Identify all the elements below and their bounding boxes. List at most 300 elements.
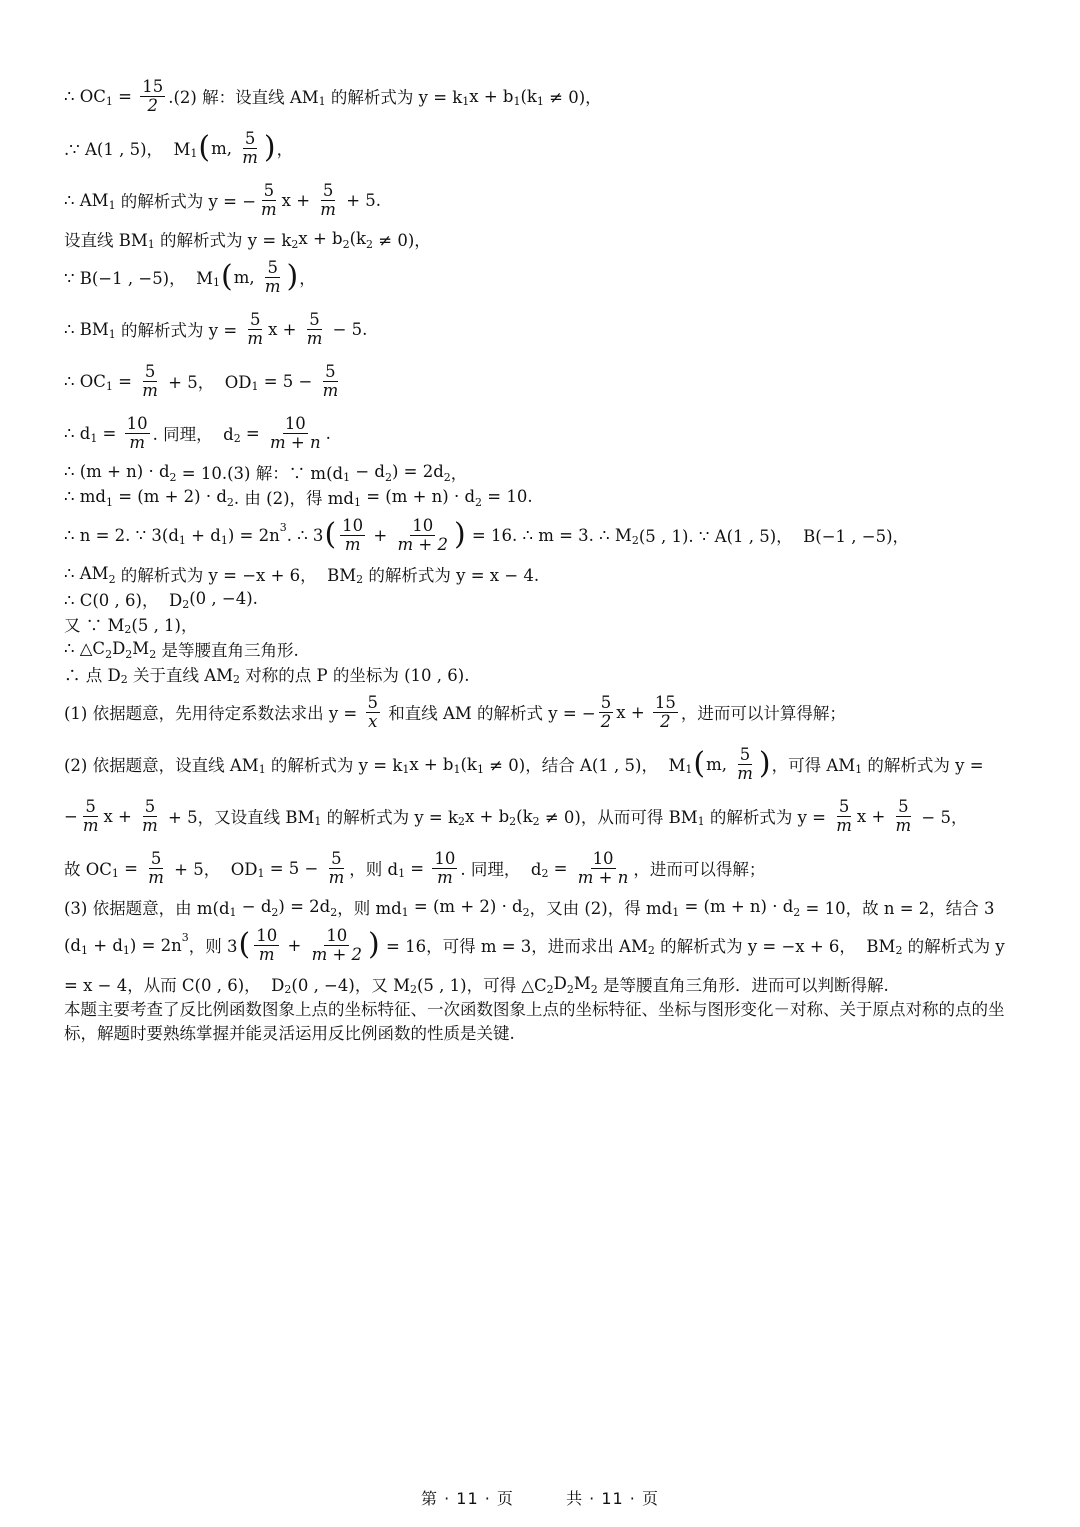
fraction-denominator: m xyxy=(242,147,258,167)
text-run: ∵ B(−1 , −5)， M xyxy=(64,269,214,288)
subscript: 2 xyxy=(120,673,128,686)
text-run: ) = 2d xyxy=(278,897,331,916)
text-run: x + xyxy=(268,319,302,339)
fraction-numerator: 5 xyxy=(322,181,334,201)
text-run: (5 , 1)，可得 △C xyxy=(416,975,547,995)
subscript: 2 xyxy=(475,496,483,509)
fraction-numerator: 5 xyxy=(244,129,256,149)
subscript: 2 xyxy=(522,906,530,919)
superscript: 3 xyxy=(279,521,287,534)
fraction-numerator: 5 xyxy=(144,797,156,817)
subscript: 2 xyxy=(149,648,157,661)
text-run: 关于直线 AM xyxy=(127,665,234,685)
subscript: 1 xyxy=(353,496,361,509)
text-run: = xyxy=(97,423,122,443)
subscript: 1 xyxy=(401,906,409,919)
fraction-numerator: 5 xyxy=(838,797,850,817)
text-line xyxy=(64,174,1024,226)
fraction xyxy=(735,746,755,782)
fraction xyxy=(327,850,347,886)
text-run: . 同理， d xyxy=(152,425,234,444)
text-run: = (m + n) · d xyxy=(679,897,794,916)
subscript: 1 xyxy=(697,815,705,828)
fraction xyxy=(245,311,265,347)
fraction-numerator: 10 xyxy=(126,414,148,434)
subscript: 2 xyxy=(647,944,655,957)
subscript: 2 xyxy=(330,906,338,919)
text-run: . ∴ 3 xyxy=(286,525,324,545)
big-paren: ) xyxy=(286,259,299,294)
fraction-numerator: 10 xyxy=(592,849,614,869)
text-line xyxy=(64,407,1024,459)
text-run: − 5， xyxy=(916,808,968,827)
text-run: ≠ 0)， xyxy=(373,230,431,250)
subscript: 1 xyxy=(105,95,113,108)
text-run: x + b xyxy=(469,86,514,106)
text-line xyxy=(64,484,1024,509)
subscript: 2 xyxy=(271,906,279,919)
text-run: x + xyxy=(856,806,891,826)
text-run: = 5 − xyxy=(258,371,318,391)
text-run: = 10.(3) 解：∵ m(d xyxy=(176,463,344,483)
text-run: M xyxy=(132,639,150,658)
subscript: 2 xyxy=(509,815,517,828)
text-run: = 16. ∴ m = 3. ∴ M xyxy=(466,525,632,545)
text-run: x + xyxy=(281,190,316,210)
subscript: 1 xyxy=(111,867,119,880)
subscript: 2 xyxy=(356,573,364,586)
text-run: = (m + 2) · d xyxy=(112,487,227,506)
subscript: 1 xyxy=(343,471,351,484)
text-run: 的解析式为 y = k xyxy=(321,808,458,827)
subscript: 2 xyxy=(895,944,903,957)
subscript: 2 xyxy=(342,238,350,251)
text-run: ∴ AM xyxy=(64,564,109,583)
text-run: D xyxy=(112,639,126,658)
fraction-denominator: m xyxy=(82,815,99,835)
subscript: 1 xyxy=(257,867,265,880)
subscript: 1 xyxy=(318,95,326,108)
text-run: = 10，故 n = 2，结合 3 xyxy=(800,898,995,918)
text-run: 的解析式为 y = xyxy=(862,756,984,775)
fraction xyxy=(146,850,166,886)
fraction-numerator: 5 xyxy=(150,849,162,869)
text-run: ， xyxy=(276,140,294,159)
subscript: 2 xyxy=(409,983,417,996)
subscript: 2 xyxy=(590,983,598,996)
text-run: x + b xyxy=(464,806,510,826)
fraction xyxy=(81,798,101,834)
big-paren: ( xyxy=(693,746,706,781)
subscript: 2 xyxy=(105,648,113,661)
fraction xyxy=(268,415,323,451)
text-run: + xyxy=(368,525,393,545)
subscript: 2 xyxy=(566,983,574,996)
text-run: 的解析式为 y = xyxy=(115,321,243,340)
text-run: . 由 (2)，得 md xyxy=(233,488,354,508)
text-run: ∴ AM xyxy=(64,190,109,210)
text-line xyxy=(64,894,1024,919)
text-run: ∴ OC xyxy=(64,371,106,391)
fraction-numerator: 10 xyxy=(256,926,278,946)
text-run: 和直线 AM 的解析式 y = − xyxy=(383,704,596,723)
fraction-numerator: 10 xyxy=(434,849,456,869)
subscript: 1 xyxy=(398,867,406,880)
subscript: 2 xyxy=(226,496,234,509)
subscript: 2 xyxy=(532,815,540,828)
text-line xyxy=(64,561,1024,586)
page-total: 共 · 11 · 页 xyxy=(566,1489,659,1508)
fraction-numerator: 5 xyxy=(85,797,96,817)
subscript: 2 xyxy=(457,815,465,828)
fraction-denominator: m xyxy=(142,380,158,400)
subscript: 1 xyxy=(108,199,116,212)
text-run: m, xyxy=(211,138,238,158)
text-run: = (m + 2) · d xyxy=(408,897,523,916)
text-line xyxy=(64,790,1024,842)
fraction xyxy=(263,259,283,295)
text-run: ∴ BM xyxy=(64,319,109,339)
subscript: 1 xyxy=(229,906,237,919)
fraction-denominator: m + n xyxy=(270,432,321,452)
text-run: = xyxy=(548,858,573,878)
subscript: 2 xyxy=(631,534,639,547)
text-run: .(2) 解：设直线 AM xyxy=(168,88,319,107)
subscript: 2 xyxy=(793,906,801,919)
text-line xyxy=(64,919,1024,971)
subscript: 1 xyxy=(513,95,521,108)
big-paren: ) xyxy=(453,517,466,552)
text-run: + 5， OD xyxy=(168,860,258,879)
text-line xyxy=(64,661,1024,686)
text-run: ∴ C(0 , 6)， D xyxy=(64,590,183,610)
text-line xyxy=(64,996,1024,1044)
text-run: M xyxy=(573,974,591,993)
big-paren: ) xyxy=(368,927,380,962)
text-line xyxy=(64,70,1024,122)
subscript: 1 xyxy=(105,496,113,509)
text-line xyxy=(64,459,1024,484)
text-run: = (m + n) · d xyxy=(360,487,476,506)
subscript: 1 xyxy=(453,763,461,776)
text-run: ∴ n = 2. ∵ 3(d xyxy=(64,525,179,545)
text-line xyxy=(64,509,1024,561)
fraction xyxy=(366,694,381,730)
fraction-numerator: 5 xyxy=(144,362,156,382)
fraction xyxy=(432,850,457,886)
text-run: (2) 依据题意，设直线 AM xyxy=(64,756,259,775)
subscript: 1 xyxy=(855,763,863,776)
text-run: ，则 md xyxy=(337,898,402,918)
fraction-numerator: 10 xyxy=(342,516,364,536)
text-run: ， xyxy=(299,269,316,288)
fraction-denominator: m xyxy=(836,815,852,835)
subscript: 2 xyxy=(125,648,133,661)
subscript: 2 xyxy=(541,867,549,880)
text-run: ≠ 0)， xyxy=(543,88,602,107)
fraction-numerator: 5 xyxy=(739,745,751,765)
big-paren: ( xyxy=(221,259,233,294)
subscript: 2 xyxy=(233,673,241,686)
big-paren: ( xyxy=(324,517,337,552)
text-run: D xyxy=(553,974,567,993)
fraction-denominator: m xyxy=(437,867,453,887)
text-run: (5 , 1)， xyxy=(131,615,198,635)
text-run: 故 OC xyxy=(64,860,112,879)
big-paren: ( xyxy=(238,927,251,962)
fraction xyxy=(395,517,449,553)
text-run: 又 ∵ M xyxy=(64,615,125,635)
text-run: x + xyxy=(103,806,138,826)
subscript: 1 xyxy=(672,906,680,919)
text-run: 的解析式为 y = − xyxy=(115,192,257,211)
subscript: 1 xyxy=(147,238,155,251)
fraction-numerator: 5 xyxy=(249,310,261,330)
subscript: 2 xyxy=(284,983,292,996)
solution-document xyxy=(64,70,1024,1044)
subscript: 2 xyxy=(546,983,554,996)
text-run: = xyxy=(240,423,266,443)
fraction-denominator: m xyxy=(142,815,158,835)
fraction-denominator: m xyxy=(258,944,275,964)
fraction-numerator: 5 xyxy=(325,362,336,382)
fraction-denominator: m xyxy=(306,328,323,348)
fraction-numerator: 5 xyxy=(898,797,909,817)
page-footer xyxy=(0,1486,1080,1509)
text-run: (0 , −4)，又 M xyxy=(291,975,410,995)
text-run: ) = 2n xyxy=(129,935,182,955)
fraction-denominator: m xyxy=(261,199,277,219)
fraction-numerator: 5 xyxy=(267,258,278,278)
subscript: 2 xyxy=(124,623,132,636)
text-run: 的解析式为 y = k xyxy=(154,230,292,250)
big-paren: ( xyxy=(198,130,211,165)
text-run: + d xyxy=(185,525,221,545)
text-run: + 5，又设直线 BM xyxy=(162,808,315,827)
subscript: 2 xyxy=(443,471,451,484)
text-line xyxy=(64,611,1024,636)
subscript: 1 xyxy=(190,147,198,160)
fraction xyxy=(125,415,150,451)
subscript: 1 xyxy=(462,95,470,108)
fraction xyxy=(140,798,160,834)
subscript: 1 xyxy=(81,944,88,957)
page-number: 第 · 11 · 页 xyxy=(421,1489,514,1508)
subscript: 1 xyxy=(122,944,130,957)
fraction-denominator: 2 xyxy=(660,711,671,731)
fraction xyxy=(254,927,279,963)
subscript: 1 xyxy=(220,534,228,547)
subscript: 1 xyxy=(258,763,266,776)
text-line xyxy=(64,226,1024,251)
fraction xyxy=(653,694,678,730)
text-run: ≠ 0)，结合 A(1 , 5)， M xyxy=(483,756,686,775)
text-run: ， xyxy=(450,463,468,483)
fraction xyxy=(240,130,260,166)
text-run: ，又由 (2)，得 md xyxy=(529,898,673,918)
superscript: 3 xyxy=(181,931,189,944)
fraction-denominator: m xyxy=(328,867,345,887)
fraction-denominator: m xyxy=(247,328,264,348)
subscript: 2 xyxy=(169,471,177,484)
fraction-denominator: m + 2 xyxy=(397,534,448,554)
fraction-numerator: 15 xyxy=(654,693,676,713)
text-run: 的解析式为 y = −x + 6， BM xyxy=(115,565,357,585)
text-run: ，进而可以得解； xyxy=(633,860,766,879)
text-run: (3) 依据题意，由 m(d xyxy=(64,898,230,918)
text-run: − xyxy=(64,806,78,826)
fraction xyxy=(599,694,614,730)
text-run: ，可得 AM xyxy=(771,756,856,775)
fraction-denominator: 2 xyxy=(147,95,158,115)
fraction-numerator: 10 xyxy=(284,414,306,434)
fraction-denominator: m xyxy=(737,763,753,783)
subscript: 1 xyxy=(213,276,221,289)
fraction xyxy=(834,798,854,834)
text-run: ，则 3 xyxy=(188,937,238,956)
text-run: ，进而可以计算得解； xyxy=(680,704,846,723)
text-run: 对称的点 P 的坐标为 (10 , 6). xyxy=(240,665,470,685)
text-run: ∴ 点 D xyxy=(64,665,121,685)
text-run: − d xyxy=(350,462,385,481)
text-line xyxy=(64,122,1024,174)
text-run: ≠ 0)，从而可得 BM xyxy=(539,808,698,827)
text-run: = xyxy=(112,86,138,106)
fraction xyxy=(140,363,160,399)
subscript: 1 xyxy=(476,763,484,776)
fraction-denominator: m + n xyxy=(577,867,629,887)
subscript: 2 xyxy=(366,238,374,251)
fraction xyxy=(894,798,914,834)
text-run: = xyxy=(112,371,138,391)
subscript: 1 xyxy=(685,763,693,776)
subscript: 2 xyxy=(233,432,241,445)
text-run: (k xyxy=(349,229,367,248)
fraction-denominator: m xyxy=(148,867,164,887)
text-run: + 5， OD xyxy=(162,373,252,392)
subscript: 1 xyxy=(314,815,322,828)
fraction-numerator: 5 xyxy=(367,693,378,713)
subscript: 2 xyxy=(108,573,116,586)
text-line xyxy=(64,971,1024,996)
text-run: ∴ △C xyxy=(64,639,106,658)
text-line xyxy=(64,586,1024,611)
text-run: = 10. xyxy=(482,487,533,506)
text-run: + xyxy=(282,935,307,955)
text-run: = xyxy=(118,858,144,878)
subscript: 1 xyxy=(90,432,98,445)
text-run: ∴ OC xyxy=(64,86,106,106)
text-run: ∴ (m + n) · d xyxy=(64,462,170,481)
fraction-denominator: m xyxy=(264,276,281,296)
text-run: = xyxy=(405,858,430,878)
text-run: + 5. xyxy=(340,190,382,210)
fraction xyxy=(576,850,631,886)
subscript: 1 xyxy=(178,534,186,547)
text-run: ，则 d xyxy=(349,860,399,879)
text-line xyxy=(64,355,1024,407)
subscript: 2 xyxy=(291,238,299,251)
fraction-numerator: 5 xyxy=(600,693,612,713)
text-run: m, xyxy=(233,267,260,287)
text-run: 是等腰直角三角形．进而可以判断得解. xyxy=(597,975,889,995)
subscript: 1 xyxy=(402,763,410,776)
subscript: 2 xyxy=(384,471,392,484)
fraction xyxy=(305,311,325,347)
text-line xyxy=(64,636,1024,661)
fraction-numerator: 10 xyxy=(326,926,348,946)
big-paren: ) xyxy=(758,746,771,781)
fraction-numerator: 5 xyxy=(309,310,320,330)
fraction xyxy=(318,182,338,218)
text-line xyxy=(64,686,1024,738)
fraction-numerator: 5 xyxy=(263,181,275,201)
text-run: (k xyxy=(516,806,533,826)
fraction-denominator: m + 2 xyxy=(311,944,363,964)
fraction-denominator: m xyxy=(344,534,361,554)
text-run: ) = 2d xyxy=(391,462,444,481)
subscript: 1 xyxy=(536,95,544,108)
text-run: (k xyxy=(520,86,537,106)
fraction-numerator: 10 xyxy=(412,516,434,536)
text-run: 的解析式为 y xyxy=(902,937,1005,956)
fraction-denominator: x xyxy=(368,711,378,731)
text-run: 是等腰直角三角形. xyxy=(156,640,299,660)
subscript: 2 xyxy=(182,598,190,611)
fraction-denominator: m xyxy=(322,380,339,400)
text-run: x + xyxy=(616,702,650,722)
text-run: = 5 − xyxy=(264,858,324,878)
fraction xyxy=(259,182,279,218)
text-run: 的解析式为 y = x − 4. xyxy=(363,565,540,585)
fraction-denominator: m xyxy=(895,815,912,835)
fraction xyxy=(321,363,341,399)
text-run: 的解析式为 y = −x + 6， BM xyxy=(654,937,896,956)
text-run: (1) 依据题意，先用待定系数法求出 y = xyxy=(64,704,363,723)
fraction xyxy=(340,517,365,553)
text-run: x + b xyxy=(409,754,454,774)
text-run: = 16，可得 m = 3，进而求出 AM xyxy=(380,937,648,956)
text-line xyxy=(64,738,1024,790)
fraction-numerator: 15 xyxy=(142,77,164,97)
text-run: (d xyxy=(64,935,81,955)
text-run: ∴ d xyxy=(64,423,91,443)
text-run: (0 , −4). xyxy=(189,589,258,608)
text-run: − d xyxy=(236,897,272,916)
text-line xyxy=(64,842,1024,894)
big-paren: ) xyxy=(263,130,276,165)
subscript: 1 xyxy=(105,380,113,393)
text-run: .∵ A(1 , 5)， M xyxy=(64,140,191,159)
text-run: ∴ md xyxy=(64,487,106,506)
fraction-denominator: m xyxy=(129,432,145,452)
text-run: = x − 4，从而 C(0 , 6)， D xyxy=(64,975,285,995)
text-run: − 5. xyxy=(327,319,368,339)
text-run: 设直线 BM xyxy=(64,230,148,250)
text-run: . 同理， d xyxy=(460,860,542,879)
text-run: m, xyxy=(706,754,733,774)
text-run: + d xyxy=(88,935,123,955)
fraction-denominator: m xyxy=(320,199,336,219)
text-run: x + b xyxy=(298,229,343,248)
text-run: (k xyxy=(460,754,477,774)
text-run: 的解析式为 y = xyxy=(704,808,832,827)
fraction xyxy=(310,927,364,963)
subscript: 1 xyxy=(251,380,259,393)
fraction xyxy=(140,78,165,114)
text-line xyxy=(64,303,1024,355)
text-run: 本题主要考查了反比例函数图象上点的坐标特征、一次函数图象上点的坐标特征、坐标与图形变化－对称、关于原点对称的点的坐标，解题时要熟练掌握并能灵活运用反比例函数的性质是关键. xyxy=(64,1000,1005,1043)
